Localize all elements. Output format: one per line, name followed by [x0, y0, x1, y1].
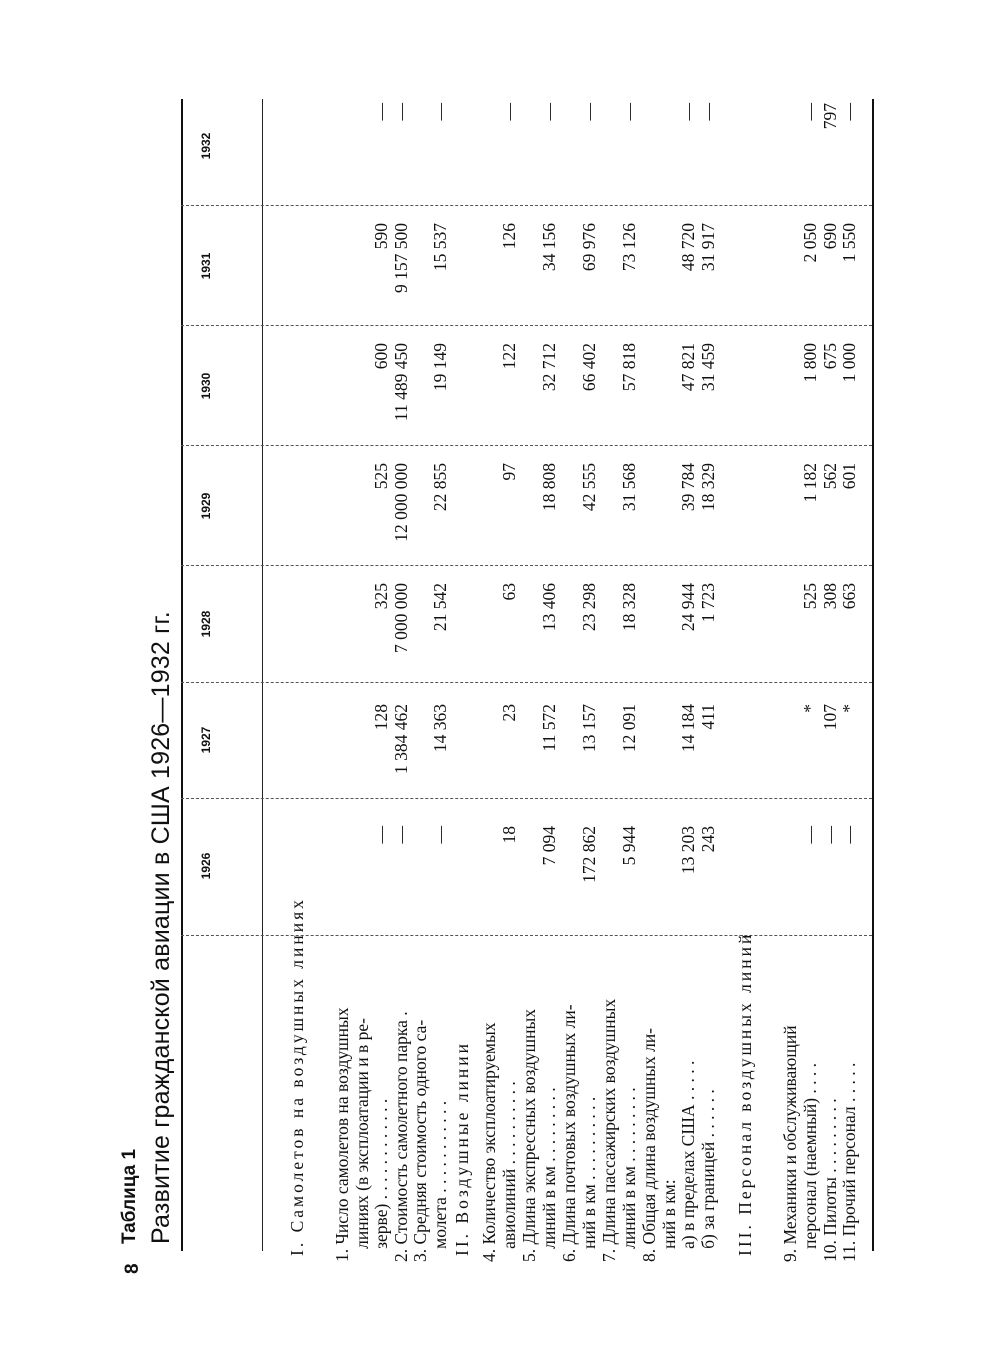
table-cell: — [799, 103, 820, 121]
table-cell: 690 [820, 223, 840, 250]
row-label: 11. Прочий персонал . . . . . [839, 1062, 859, 1262]
table-cell: 69 976 [578, 223, 599, 272]
table-cell: 11 489 450 [391, 343, 411, 422]
table-cell: 308 [820, 583, 840, 610]
row-label: 8. Общая длина воздушных ли- ний в км: [639, 1027, 679, 1262]
table-cell: — [618, 103, 639, 121]
table-cell: 2 050 [799, 223, 820, 263]
table-cell: 13 203 [678, 826, 698, 875]
row-label: 6. Длина почтовых воздушных ли- ний в км . . . . . . . . . . [559, 1004, 599, 1262]
row-label: 10. Пилоты . . . . . . . . . [820, 1098, 840, 1262]
table-cell: 411 [698, 704, 718, 730]
table-cell: 172 862 [578, 826, 599, 883]
table-cell: 13 406 [538, 583, 559, 632]
table-cell: — [429, 826, 450, 844]
row-label: б) за границей . . . . . . [698, 1089, 718, 1262]
table-cell: 128 [371, 704, 392, 731]
table-cell: 23 [498, 704, 519, 722]
row-label: 2. Стоимость самолетного парка . [391, 1011, 411, 1262]
table-cell: — [371, 103, 392, 121]
table-cell: 18 808 [538, 463, 559, 512]
table-cell: 34 156 [538, 223, 559, 272]
table-cell: 562 [820, 463, 840, 490]
table-bottom-rule [872, 99, 874, 1251]
table-cell: 32 712 [538, 343, 559, 392]
column-divider [181, 445, 872, 446]
table-cell: 1 182 [799, 463, 820, 503]
year-header: 1931 [199, 252, 213, 280]
table-cell: — [820, 826, 840, 844]
table-cell: 24 944 [678, 583, 698, 632]
year-header: 1928 [199, 610, 213, 638]
table-cell: 31 568 [618, 463, 639, 512]
table-cell: 1 723 [698, 583, 718, 623]
table-cell: 325 [371, 583, 392, 610]
column-divider [181, 565, 872, 566]
table-cell: — [678, 103, 698, 121]
table-cell: — [498, 103, 519, 121]
year-header: 1932 [199, 132, 213, 160]
year-header: 1930 [199, 372, 213, 400]
table-cell: 31 917 [698, 223, 718, 272]
table-cell: * [799, 704, 820, 713]
table-cell: 19 149 [429, 343, 450, 392]
row-label: а) в пределах США . . . . . [678, 1060, 698, 1262]
table-cell: 12 091 [618, 704, 639, 753]
year-header: 1929 [199, 492, 213, 520]
table-cell: 31 459 [698, 343, 718, 392]
row-label: 4. Количество эксплоатируемых авиолиний . . . . . . . . . . [479, 1022, 519, 1262]
table-cell: 97 [498, 463, 519, 481]
table-cell: 7 000 000 [391, 583, 411, 653]
table-title: Развитие гражданской авиации в США 1926—1932 гг. [147, 611, 175, 1244]
row-label: 5. Длина экспрессных воздушных линий в км . . . . . . . . . [519, 1009, 559, 1262]
table-cell: 66 402 [578, 343, 599, 392]
row-label: 7. Длина пассажирских воздушных линий в км . . . . . . . . . [599, 998, 639, 1262]
table-cell: 525 [799, 583, 820, 610]
table-cell: — [799, 826, 820, 844]
table-cell: — [839, 826, 859, 844]
table-cell: 797 [820, 103, 840, 130]
table-cell: 525 [371, 463, 392, 490]
table-cell: 12 000 000 [391, 463, 411, 542]
table-cell: 11 572 [538, 704, 559, 752]
table-cell: 601 [839, 463, 859, 490]
table-cell: — [371, 826, 392, 844]
table-cell: 57 818 [618, 343, 639, 392]
table-cell: 48 720 [678, 223, 698, 272]
table-cell: 600 [371, 343, 392, 370]
table-cell: 107 [820, 704, 840, 731]
table-cell: 18 [498, 826, 519, 844]
column-divider [181, 682, 872, 683]
table-cell: — [429, 103, 450, 121]
table-cell: 63 [498, 583, 519, 601]
table-cell: 22 855 [429, 463, 450, 512]
table-top-rule [181, 99, 183, 1251]
table-cell: 23 298 [578, 583, 599, 632]
table-cell: 5 944 [618, 826, 639, 866]
table-cell: 243 [698, 826, 718, 853]
table-cell: 7 094 [538, 826, 559, 866]
table-cell: 675 [820, 343, 840, 370]
table-cell: 126 [498, 223, 519, 250]
section-heading: I. Самолетов на воздушных линиях [287, 897, 307, 1256]
table-cell: 73 126 [618, 223, 639, 272]
table-cell: 14 363 [429, 704, 450, 753]
section-heading: III. Персонал воздушных линий [735, 931, 755, 1256]
table-label: Таблица 1 [119, 1148, 140, 1244]
header-rule [262, 99, 263, 1251]
table-cell: — [538, 103, 559, 121]
table-cell: 21 542 [429, 583, 450, 632]
year-header: 1926 [199, 852, 213, 880]
table-cell: 39 784 [678, 463, 698, 512]
row-label: 3. Средняя стоимость одного са- молета . . . . . . . . . . . [410, 1019, 450, 1262]
table-cell: 663 [839, 583, 859, 610]
table-cell: 42 555 [578, 463, 599, 512]
table-cell: 9 157 500 [391, 223, 411, 293]
table-cell: 18 329 [698, 463, 718, 512]
column-divider [181, 205, 872, 206]
table-cell: — [698, 103, 718, 121]
table-cell: — [391, 103, 411, 121]
table-cell: 47 821 [678, 343, 698, 392]
row-label: 1. Число самолетов на воздушных линиях (в эксплоатации и в ре- зерве) . . . . . . . . . . . . [332, 1007, 392, 1262]
table-cell: * [839, 704, 859, 713]
page-number: 8 [122, 1263, 143, 1274]
table-cell: 122 [498, 343, 519, 370]
table-cell: 15 537 [429, 223, 450, 272]
table-cell: — [391, 826, 411, 844]
table-cell: 1 550 [839, 223, 859, 263]
table-cell: 13 157 [578, 704, 599, 753]
table-cell: 590 [371, 223, 392, 250]
table-cell: — [578, 103, 599, 121]
table-cell: 1 384 462 [391, 704, 411, 774]
section-heading: II. Воздушные линии [452, 1040, 472, 1256]
year-header: 1927 [199, 726, 213, 754]
table-cell: 14 184 [678, 704, 698, 753]
table-cell: 1 000 [839, 343, 859, 383]
row-label: 9. Механики и обслуживающий персонал (наемный) . . . . [780, 1025, 820, 1262]
table-cell: 1 800 [799, 343, 820, 383]
table-cell: 18 328 [618, 583, 639, 632]
column-divider [181, 325, 872, 326]
table-cell: — [839, 103, 859, 121]
